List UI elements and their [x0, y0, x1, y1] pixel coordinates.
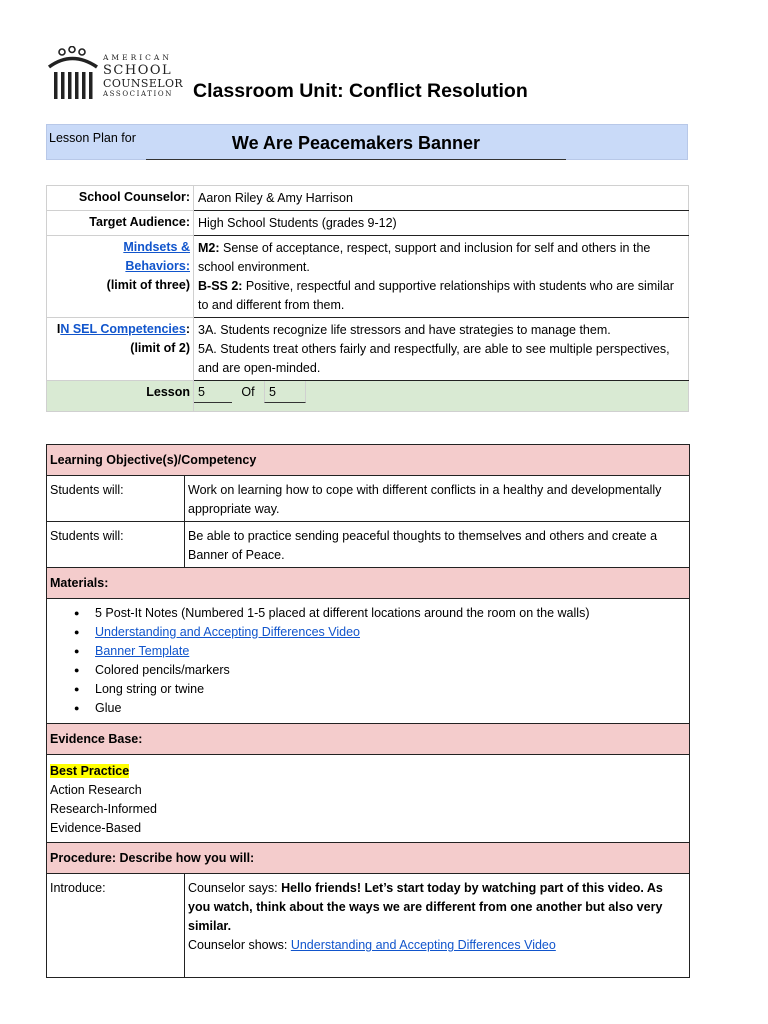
school-columns-icon — [46, 46, 102, 104]
objective-row — [47, 522, 690, 568]
material-item — [95, 642, 685, 661]
mindsets-behaviors-link[interactable] — [123, 240, 190, 273]
objectives-header: Learning Objective(s)/Competency — [47, 445, 690, 476]
mindsets-label — [47, 236, 194, 318]
evidence-item: Evidence-Based — [50, 821, 142, 835]
mindsets-value — [194, 236, 689, 318]
sel-prefix: I — [56, 322, 61, 336]
best-practice-highlight: Best Practice — [50, 764, 130, 778]
evidence-item: Action Research — [50, 783, 142, 797]
logo-line-4: ASSOCIATION — [103, 89, 173, 98]
sel-3a: 3A. Students recognize life stressors and have strategies to manage them. — [198, 323, 611, 337]
materials-header: Materials: — [47, 568, 690, 599]
lesson-count — [194, 381, 689, 412]
m2-code: M2: — [198, 241, 220, 255]
sel-value — [194, 318, 689, 381]
mindsets-limit: (limit of three) — [106, 278, 190, 292]
evidence-item: Research-Informed — [50, 802, 157, 816]
sel-competencies-link[interactable]: N SEL Competencies — [60, 322, 186, 336]
sel-suffix: : — [185, 322, 190, 336]
counselor-label: School Counselor: — [47, 186, 194, 211]
counselor-value: Aaron Riley & Amy Harrison — [194, 186, 689, 211]
objective-text: Be able to practice sending peaceful thoughts to themselves and others and create a Banner of Peace. — [185, 522, 690, 568]
audience-label: Target Audience: — [47, 211, 194, 236]
logo-line-3: COUNSELOR — [103, 76, 184, 90]
mindsets-link-line-1: Mindsets & — [123, 240, 190, 254]
lesson-plan-label: Lesson Plan for — [49, 131, 136, 145]
lesson-row — [47, 381, 689, 412]
bss2-text: Positive, respectful and supportive relationships with students who are similar to and different from them. — [198, 279, 674, 312]
logo-line-1: AMERICAN — [103, 53, 172, 62]
asca-logo — [46, 46, 186, 106]
audience-row — [47, 211, 689, 236]
material-item: ● 5 Post-It Notes (Numbered 1-5 placed at different locations around the room on the walls) — [95, 604, 685, 623]
introduce-label: Introduce: — [47, 874, 185, 978]
page-title: Classroom Unit: Conflict Resolution — [193, 80, 528, 102]
shows-video-link[interactable]: Understanding and Accepting Differences Video — [290, 938, 556, 952]
mindset-m2 — [198, 239, 684, 277]
introduce-text — [185, 874, 690, 978]
bss2-code: B-SS 2: — [198, 279, 243, 293]
evidence-header: Evidence Base: — [47, 724, 690, 755]
sel-label — [47, 318, 194, 381]
material-item: ● Long string or twine — [95, 680, 685, 699]
material-item — [95, 623, 685, 642]
material-item: ● Glue — [95, 699, 685, 718]
mindset-bss2 — [198, 277, 684, 315]
mindsets-row — [47, 236, 689, 318]
sel-5a: 5A. Students treat others fairly and respectfully, are able to see multiple perspectives, and are open-minded. — [198, 342, 670, 375]
counselor-row — [47, 186, 689, 211]
lesson-number: 5 — [194, 381, 232, 403]
banner-template-link[interactable]: Banner Template — [95, 644, 190, 658]
differences-video-link[interactable]: Understanding and Accepting Differences Video — [95, 625, 360, 639]
materials-list — [50, 604, 685, 718]
objective-label: Students will: — [47, 476, 185, 522]
lesson-label: Lesson — [47, 381, 194, 412]
logo-line-2: SCHOOL — [103, 62, 173, 78]
says-text: Hello friends! Let’s start today by watching part of this video. As you watch, think about the ways we are different from one another but also very similar. — [188, 881, 663, 933]
lesson-plan-title: We Are Peacemakers Banner — [146, 130, 566, 160]
mindsets-link-line-2: Behaviors: — [125, 259, 190, 273]
procedure-header: Procedure: Describe how you will: — [47, 843, 690, 874]
materials-cell — [47, 599, 690, 724]
evidence-cell — [47, 755, 690, 843]
of-label: Of — [241, 385, 255, 399]
material-item: ● Colored pencils/markers — [95, 661, 685, 680]
evidence-best-practice — [50, 762, 685, 781]
lesson-total: 5 — [264, 381, 306, 403]
objective-text: Work on learning how to cope with different conflicts in a healthy and developmentally appropriate way. — [185, 476, 690, 522]
m2-text: Sense of acceptance, respect, support and inclusion for self and others in the school environment. — [198, 241, 651, 274]
says-prefix: Counselor says: — [188, 881, 282, 895]
objective-label: Students will: — [47, 522, 185, 568]
audience-value: High School Students (grades 9-12) — [194, 211, 689, 236]
sel-limit: (limit of 2) — [130, 341, 190, 355]
shows-prefix: Counselor shows: — [188, 938, 291, 952]
objective-row — [47, 476, 690, 522]
sel-row — [47, 318, 689, 381]
lesson-info-table — [46, 185, 689, 412]
lesson-details-table — [46, 444, 690, 978]
introduce-row — [47, 874, 690, 978]
